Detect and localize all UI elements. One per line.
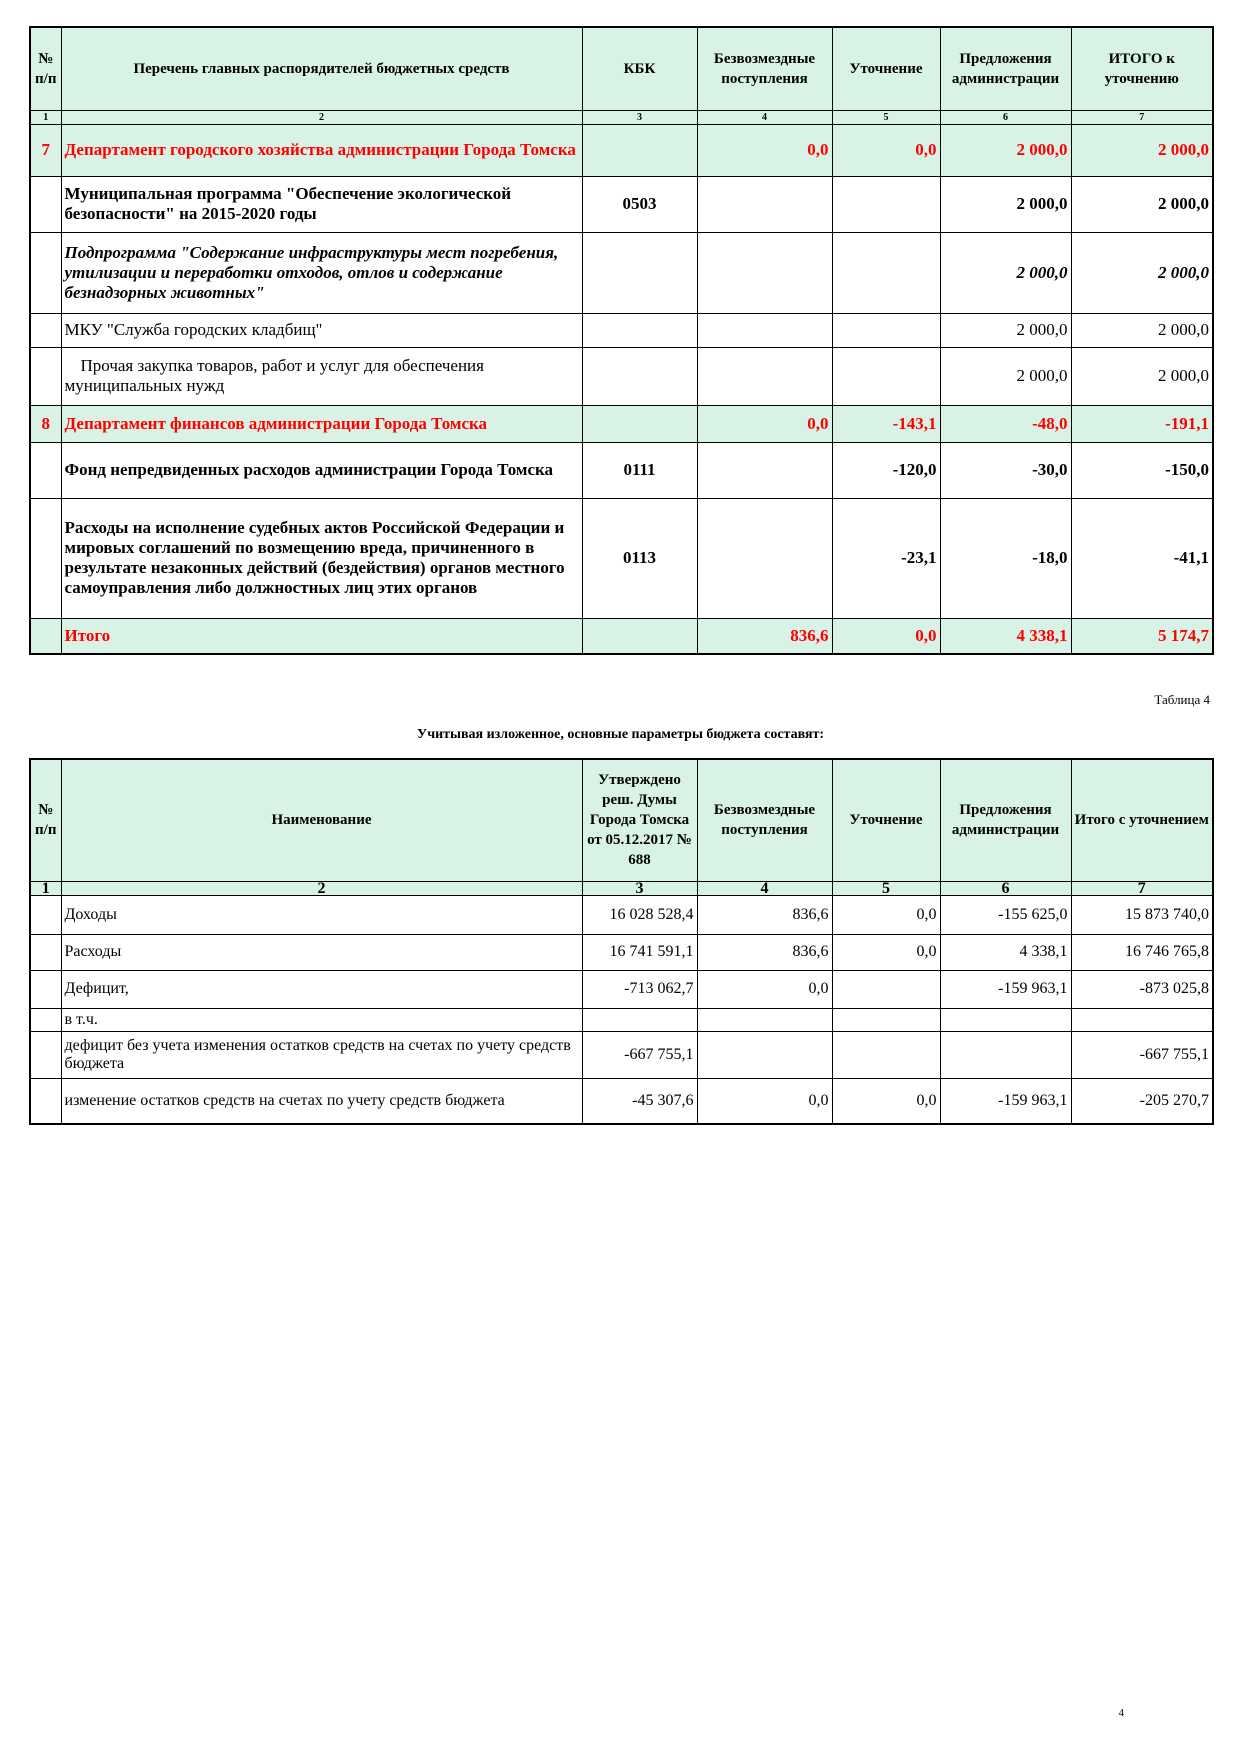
col-header-grants: Безвозмездные поступления <box>697 759 832 881</box>
table-row <box>30 124 1213 176</box>
row-grants <box>697 347 832 405</box>
row-total <box>1071 1008 1213 1031</box>
row-total: -191,1 <box>1071 405 1213 442</box>
row-grants: 0,0 <box>697 1078 832 1124</box>
row-total: -667 755,1 <box>1071 1031 1213 1078</box>
col-header-total: ИТОГО к уточнению <box>1071 27 1213 110</box>
row-grants: 0,0 <box>697 970 832 1008</box>
row-proposals: -48,0 <box>940 405 1071 442</box>
row-grants: 0,0 <box>697 405 832 442</box>
row-total: -205 270,7 <box>1071 1078 1213 1124</box>
table-row <box>30 405 1213 442</box>
col-header-total: Итого с уточнением <box>1071 759 1213 881</box>
col-number: 3 <box>582 110 697 124</box>
row-num: 8 <box>30 405 61 442</box>
row-name: Муниципальная программа "Обеспечение экологической безопасности" на 2015-2020 годы <box>61 176 582 232</box>
row-name: Фонд непредвиденных расходов администрации Города Томска <box>61 442 582 498</box>
table-row <box>30 232 1213 313</box>
row-name: Подпрограмма "Содержание инфраструктуры мест погребения, утилизации и переработки отходов, отлов и содержание безнадзорных животных" <box>61 232 582 313</box>
row-grants: 836,6 <box>697 934 832 970</box>
table-row <box>30 1078 1213 1124</box>
row-total: 2 000,0 <box>1071 124 1213 176</box>
row-num <box>30 313 61 347</box>
table-row <box>30 934 1213 970</box>
row-total: 2 000,0 <box>1071 347 1213 405</box>
col-header-approved: Утверждено реш. Думы Города Томска от 05.12.2017 № 688 <box>582 759 697 881</box>
row-grants <box>697 1008 832 1031</box>
row-num <box>30 176 61 232</box>
row-total: 2 000,0 <box>1071 313 1213 347</box>
row-name: Доходы <box>61 895 582 934</box>
row-grants: 836,6 <box>697 895 832 934</box>
col-number: 7 <box>1071 881 1213 895</box>
expenditure-table <box>29 26 1214 655</box>
row-name: Дефицит, <box>61 970 582 1008</box>
row-total: 15 873 740,0 <box>1071 895 1213 934</box>
row-total: -873 025,8 <box>1071 970 1213 1008</box>
row-kbk <box>582 405 697 442</box>
col-header-name: Перечень главных распорядителей бюджетных средств <box>61 27 582 110</box>
col-number: 1 <box>30 881 61 895</box>
col-header-num: № п/п <box>30 27 61 110</box>
row-proposals: -159 963,1 <box>940 1078 1071 1124</box>
row-adjustment <box>832 1031 940 1078</box>
row-name: Расходы <box>61 934 582 970</box>
table-row <box>30 895 1213 934</box>
table-row <box>30 498 1213 618</box>
row-kbk: 0503 <box>582 176 697 232</box>
table-total-row <box>30 618 1213 654</box>
col-header-grants: Безвозмездные поступления <box>697 27 832 110</box>
row-proposals: 4 338,1 <box>940 618 1071 654</box>
row-num: 7 <box>30 124 61 176</box>
table-label: Таблица 4 <box>1154 692 1210 707</box>
row-adjustment: 0,0 <box>832 934 940 970</box>
row-proposals: 2 000,0 <box>940 176 1071 232</box>
table-row <box>30 313 1213 347</box>
row-approved <box>582 1008 697 1031</box>
row-proposals <box>940 1031 1071 1078</box>
table-row <box>30 442 1213 498</box>
col-number: 7 <box>1071 110 1213 124</box>
col-number: 2 <box>61 110 582 124</box>
row-name: изменение остатков средств на счетах по учету средств бюджета <box>61 1078 582 1124</box>
row-adjustment: 0,0 <box>832 895 940 934</box>
table-row <box>30 1008 1213 1031</box>
row-name: Итого <box>61 618 582 654</box>
row-grants: 0,0 <box>697 124 832 176</box>
table-title: Учитывая изложенное, основные параметры бюджета составят: <box>416 727 825 742</box>
row-grants <box>697 232 832 313</box>
row-kbk <box>582 313 697 347</box>
col-number: 5 <box>832 110 940 124</box>
row-num <box>30 618 61 654</box>
row-num <box>30 442 61 498</box>
row-name: дефицит без учета изменения остатков средств на счетах по учету средств бюджета <box>61 1031 582 1078</box>
col-number: 1 <box>30 110 61 124</box>
row-adjustment: -120,0 <box>832 442 940 498</box>
row-total: -41,1 <box>1071 498 1213 618</box>
row-grants: 836,6 <box>697 618 832 654</box>
row-grants <box>697 313 832 347</box>
row-kbk: 0111 <box>582 442 697 498</box>
col-number: 6 <box>940 110 1071 124</box>
row-proposals: -155 625,0 <box>940 895 1071 934</box>
row-proposals: 2 000,0 <box>940 313 1071 347</box>
row-kbk: 0113 <box>582 498 697 618</box>
row-approved: 16 741 591,1 <box>582 934 697 970</box>
row-kbk <box>582 347 697 405</box>
row-grants <box>697 498 832 618</box>
row-name: МКУ "Служба городских кладбищ" <box>61 313 582 347</box>
row-grants <box>697 176 832 232</box>
row-name: Департамент городского хозяйства администрации Города Томска <box>61 124 582 176</box>
row-num <box>30 347 61 405</box>
row-adjustment <box>832 232 940 313</box>
row-adjustment <box>832 970 940 1008</box>
row-name: в т.ч. <box>61 1008 582 1031</box>
row-num <box>30 498 61 618</box>
row-adjustment <box>832 1008 940 1031</box>
col-number: 4 <box>697 881 832 895</box>
row-grants <box>697 442 832 498</box>
row-proposals: 2 000,0 <box>940 347 1071 405</box>
row-adjustment <box>832 347 940 405</box>
row-adjustment: -23,1 <box>832 498 940 618</box>
row-approved: 16 028 528,4 <box>582 895 697 934</box>
row-approved: -713 062,7 <box>582 970 697 1008</box>
col-number: 4 <box>697 110 832 124</box>
page-number: 4 <box>1118 1707 1124 1719</box>
row-adjustment: 0,0 <box>832 618 940 654</box>
row-adjustment: -143,1 <box>832 405 940 442</box>
col-header-proposals: Предложения администрации <box>940 27 1071 110</box>
row-total: 16 746 765,8 <box>1071 934 1213 970</box>
row-proposals: 2 000,0 <box>940 124 1071 176</box>
budget-parameters-table <box>29 758 1214 1125</box>
table-row <box>30 1031 1213 1078</box>
col-number: 5 <box>832 881 940 895</box>
row-approved: -45 307,6 <box>582 1078 697 1124</box>
row-name: Расходы на исполнение судебных актов Российской Федерации и мировых соглашений по возмещению вреда, причиненного в результате незаконных действий (бездействия) органов местного самоуправления либо должностных лиц этих органов <box>61 498 582 618</box>
row-adjustment: 0,0 <box>832 1078 940 1124</box>
col-header-proposals: Предложения администрации <box>940 759 1071 881</box>
row-proposals: 2 000,0 <box>940 232 1071 313</box>
table-row <box>30 176 1213 232</box>
row-name: Департамент финансов администрации Города Томска <box>61 405 582 442</box>
row-proposals: -18,0 <box>940 498 1071 618</box>
col-header-kbk: КБК <box>582 27 697 110</box>
row-grants <box>697 1031 832 1078</box>
row-proposals <box>940 1008 1071 1031</box>
table-row <box>30 970 1213 1008</box>
row-adjustment: 0,0 <box>832 124 940 176</box>
col-header-name: Наименование <box>61 759 582 881</box>
row-proposals: -30,0 <box>940 442 1071 498</box>
row-num <box>30 232 61 313</box>
col-number: 6 <box>940 881 1071 895</box>
row-proposals: 4 338,1 <box>940 934 1071 970</box>
row-adjustment <box>832 176 940 232</box>
col-header-num: № п/п <box>30 759 61 881</box>
row-total: 2 000,0 <box>1071 232 1213 313</box>
row-total: 5 174,7 <box>1071 618 1213 654</box>
row-total: 2 000,0 <box>1071 176 1213 232</box>
row-kbk <box>582 618 697 654</box>
row-kbk <box>582 232 697 313</box>
col-header-adjustment: Уточнение <box>832 759 940 881</box>
table-row <box>30 347 1213 405</box>
row-adjustment <box>832 313 940 347</box>
row-kbk <box>582 124 697 176</box>
row-approved: -667 755,1 <box>582 1031 697 1078</box>
row-name: Прочая закупка товаров, работ и услуг для обеспечения муниципальных нужд <box>61 347 582 405</box>
col-number: 3 <box>582 881 697 895</box>
col-number: 2 <box>61 881 582 895</box>
row-proposals: -159 963,1 <box>940 970 1071 1008</box>
row-total: -150,0 <box>1071 442 1213 498</box>
col-header-adjustment: Уточнение <box>832 27 940 110</box>
